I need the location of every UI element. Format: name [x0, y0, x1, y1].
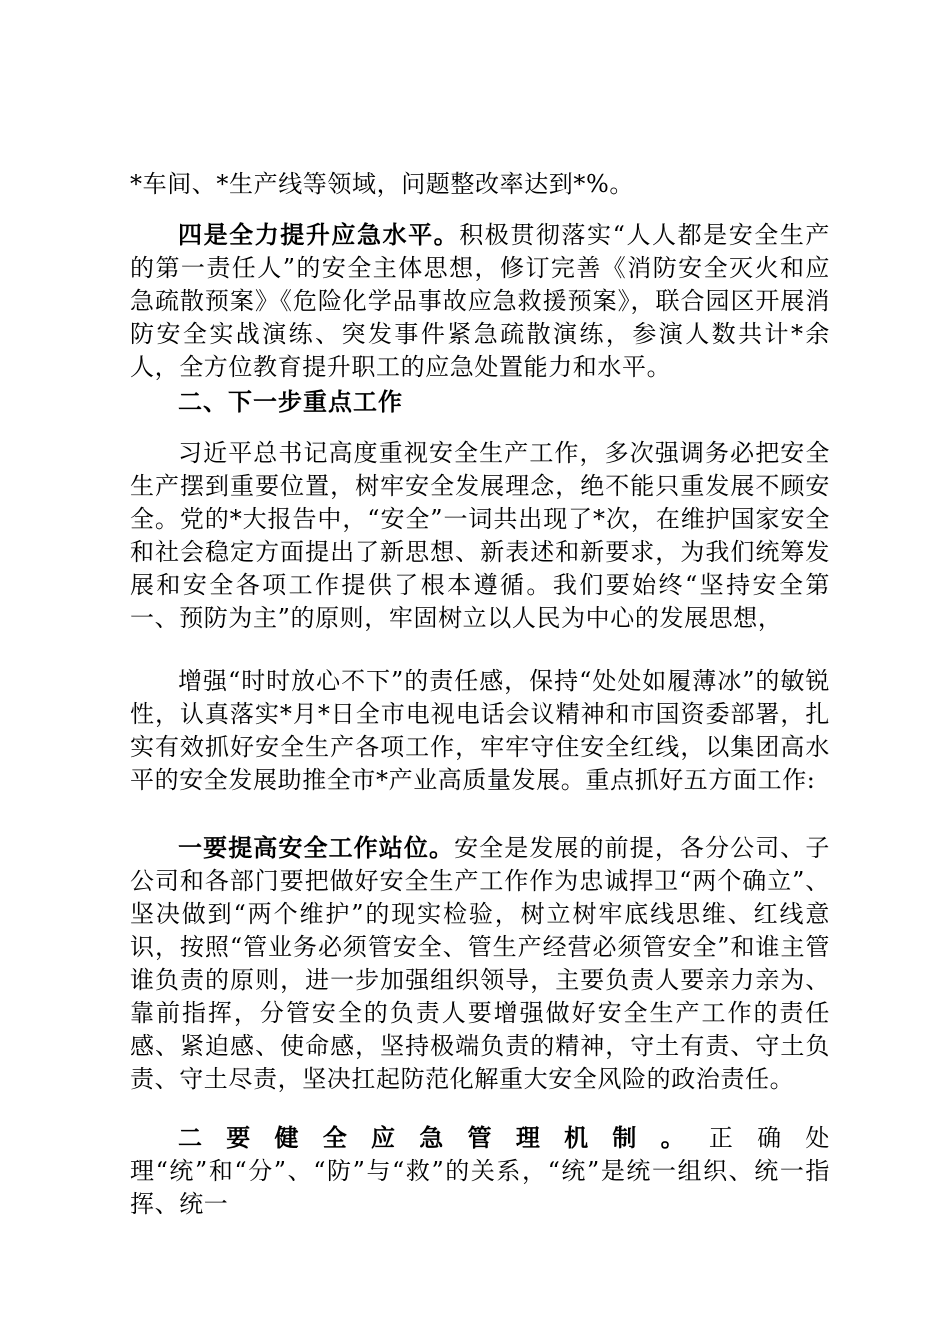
- paragraph-text: 正确处理“统”和“分”、“防”与“救”的关系，“统”是统一组织、统一指挥、统一: [130, 1124, 830, 1218]
- paragraph-lead: 二要健全应急管理机制。: [178, 1124, 709, 1152]
- paragraph-responsibility: [130, 665, 830, 797]
- paragraph-lead: 四是全力提升应急水平。: [178, 221, 460, 249]
- paragraph-emergency-mechanism: [130, 1122, 830, 1221]
- paragraph-safety-position: [130, 832, 830, 1096]
- paragraph-text: 安全是发展的前提，各分公司、子公司和各部门要把做好安全生产工作作为忠诚捍卫“两个确立”、坚决做到“两个维护”的现实检验，树立树牢底线思维、红线意识，按照“管业务必须管安全、管生产经营必须管安全”和谁主管谁负责的原则，进一步加强组织领导，主要负责人要亲力亲为、靠前指挥，分管安全的负责人要增强做好安全生产工作的责任感、紧迫感、使命感，坚持极端负责的精神，守土有责、守土负责、守土尽责，坚决扛起防范化解重大安全风险的政治责任。: [130, 834, 830, 1093]
- paragraph-lead: 一要提高安全工作站位。: [178, 834, 455, 862]
- paragraph-emergency-level: [130, 219, 830, 384]
- paragraph-text: 积极贯彻落实“人人都是安全生产的第一责任人”的安全主体思想，修订完善《消防安全灭火和应急疏散预案》《危险化学品事故应急救援预案》，联合园区开展消防安全实战演练、突发事件紧急疏散演练，参演人数共计*余人，全方位教育提升职工的应急处置能力和水平。: [130, 221, 830, 381]
- paragraph-continuation: [130, 168, 830, 201]
- paragraph-text: *车间、*生产线等领域，问题整改率达到*%。: [130, 170, 635, 198]
- section-heading: 二、下一步重点工作: [178, 388, 403, 416]
- paragraph-intro: [130, 437, 830, 635]
- paragraph-text: 增强“时时放心不下”的责任感，保持“处处如履薄冰”的敏锐性，认真落实*月*日全市电视电话会议精神和市国资委部署，扎实有效抓好安全生产各项工作，牢牢守住安全红线，以集团高水平的安全发展助推全市*产业高质量发展。重点抓好五方面工作:: [130, 667, 830, 794]
- paragraph-text: 习近平总书记高度重视安全生产工作，多次强调务必把安全生产摆到重要位置，树牢安全发展理念，绝不能只重发展不顾安全。党的*大报告中，“安全”一词共出现了*次，在维护国家安全和社会稳定方面提出了新思想、新表述和新要求，为我们统筹发展和安全各项工作提供了根本遵循。我们要始终“坚持安全第一、预防为主”的原则，牢固树立以人民为中心的发展思想，: [130, 439, 830, 632]
